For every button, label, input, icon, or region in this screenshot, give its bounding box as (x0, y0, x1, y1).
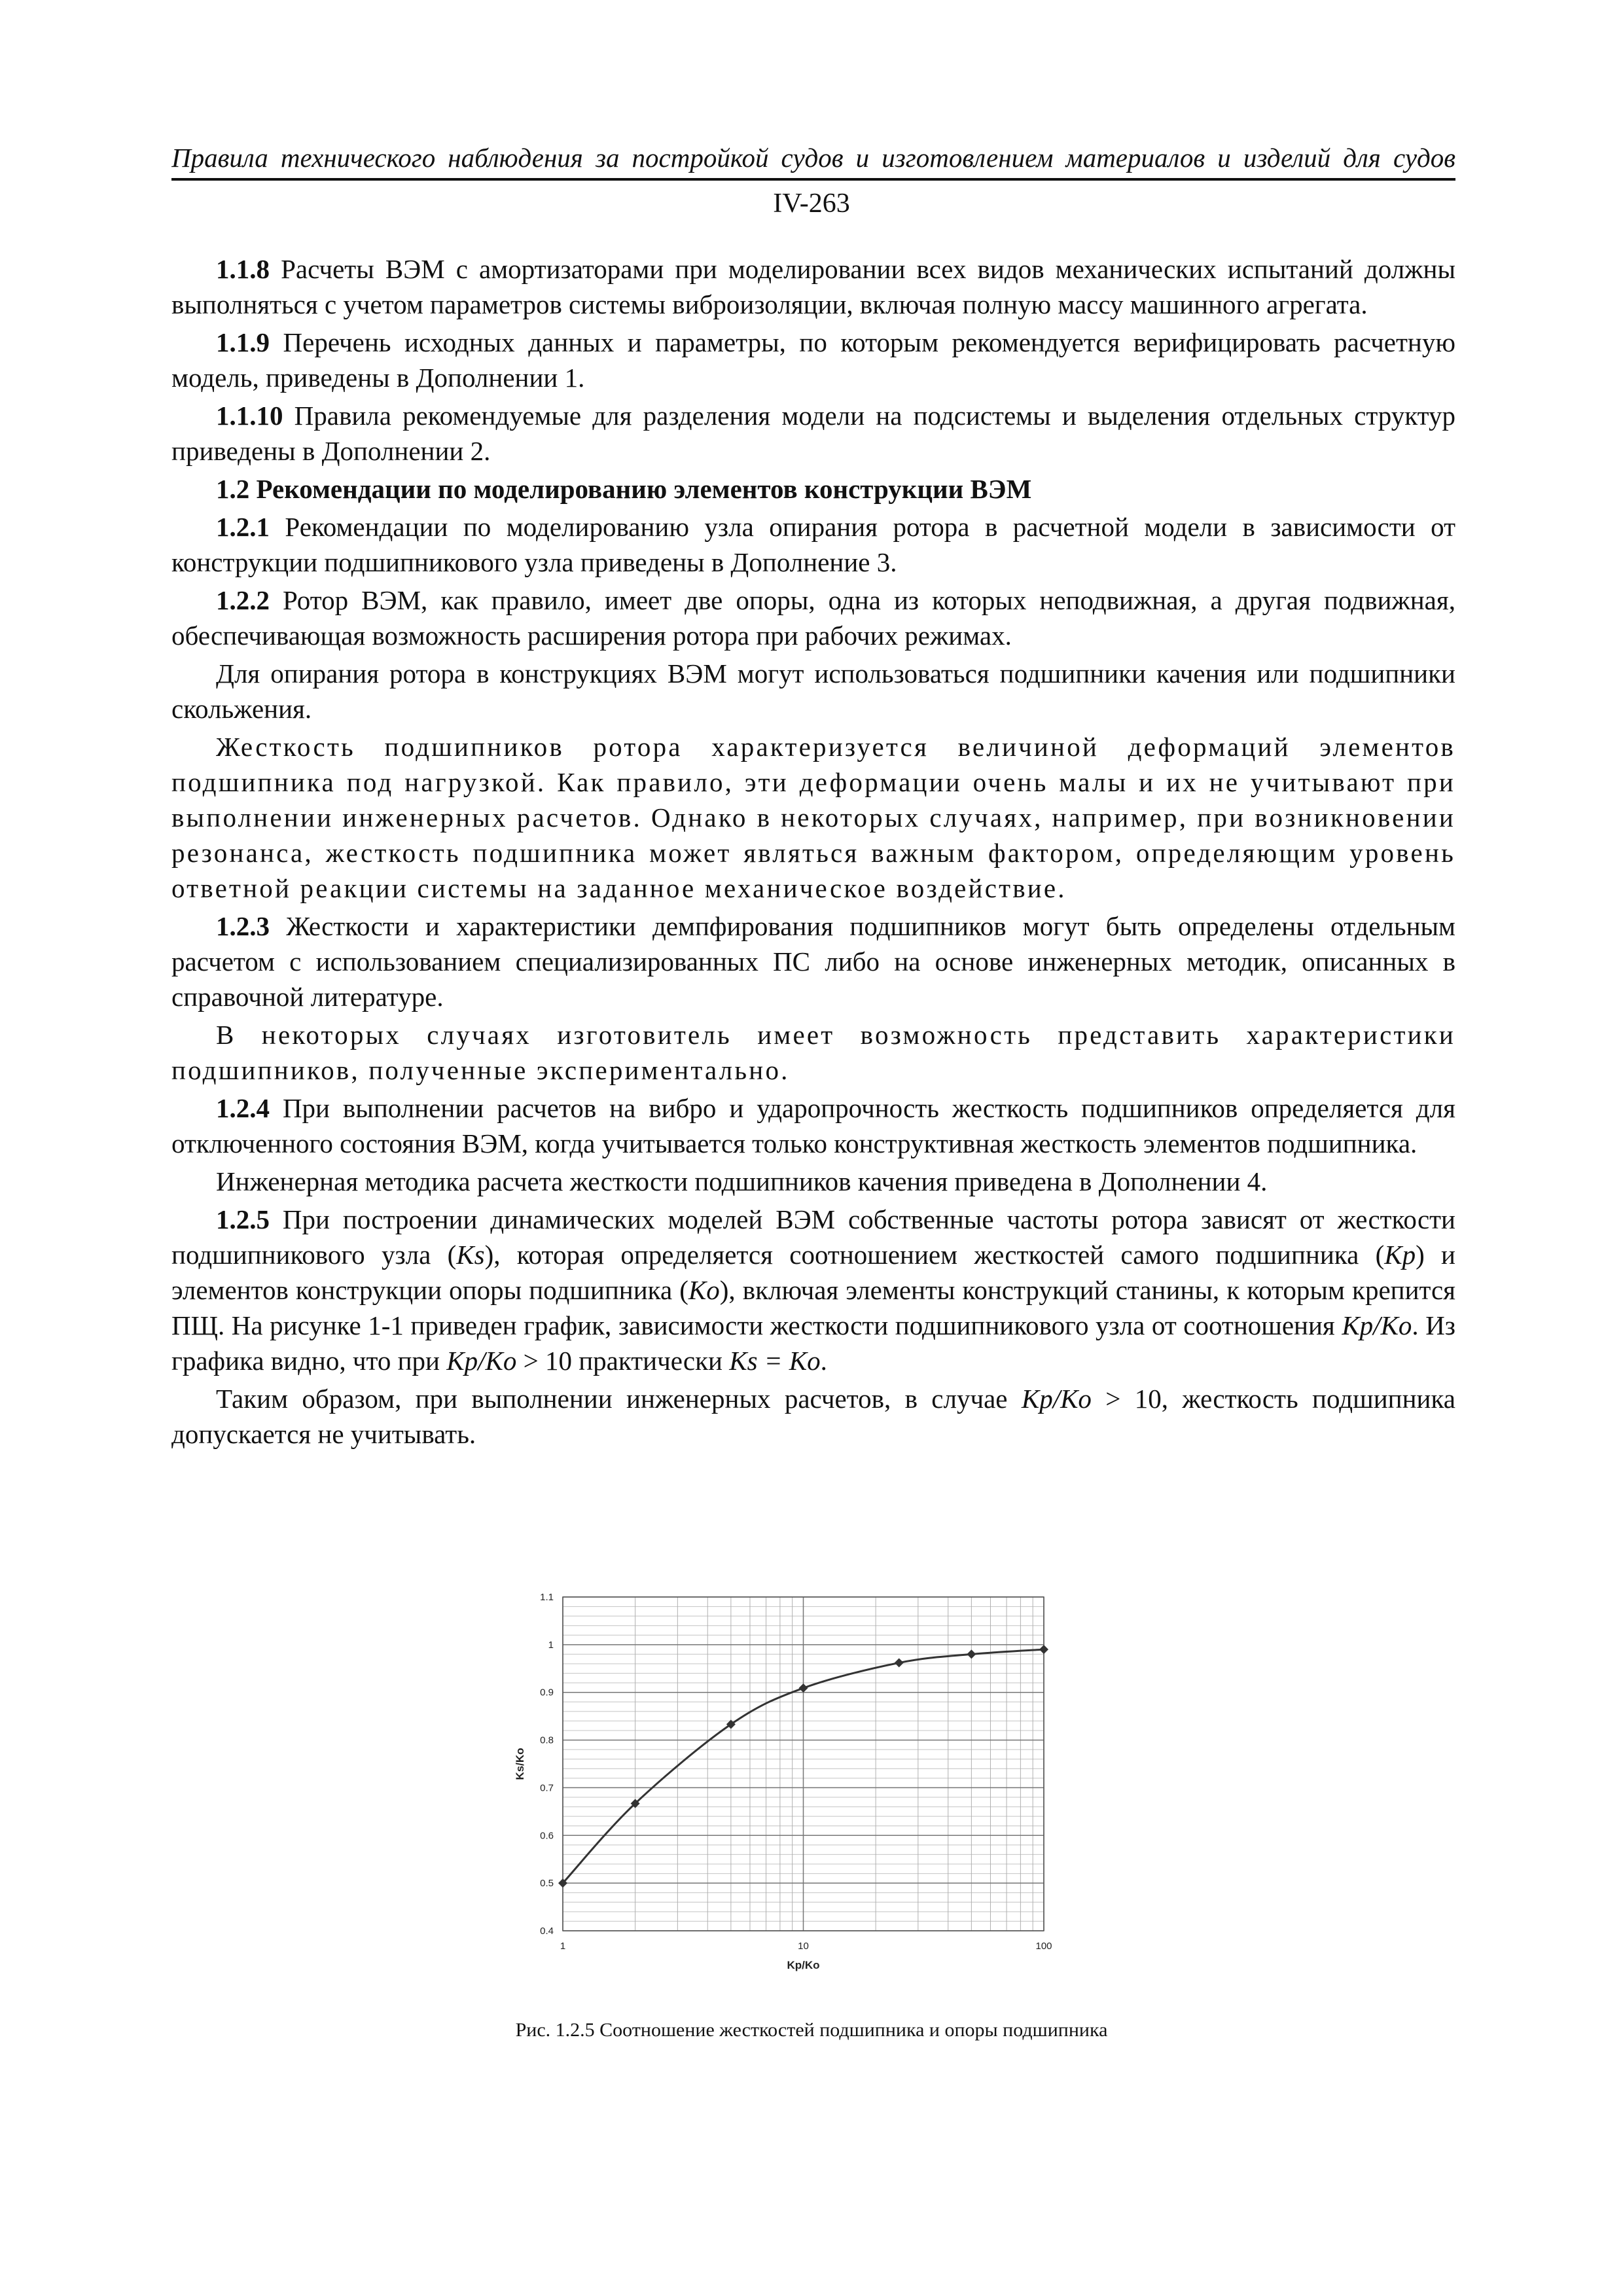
stiffness-ratio-chart (497, 1571, 1086, 1983)
data-point-marker (895, 1659, 904, 1668)
y-tick-label: 0.4 (540, 1926, 554, 1937)
symbol-equation: Ks = Ko (729, 1346, 821, 1376)
clause-number: 1.1.9 (216, 327, 270, 357)
y-tick-label: 0.7 (540, 1782, 554, 1794)
figure-caption: Рис. 1.2.5 Соотношение жесткостей подшипника и опоры подшипника (515, 2019, 1108, 2041)
paragraph-conclusion (171, 1381, 1455, 1452)
paragraph-1-1-10 (171, 398, 1455, 469)
paragraph-bearing-types: Для опирания ротора в конструкциях ВЭМ могут использоваться подшипники качения или подшипники скольжения. (171, 658, 1455, 724)
y-tick-label: 0.5 (540, 1878, 554, 1890)
chart-y-ticks (540, 1592, 554, 1937)
x-tick-label: 1 (560, 1941, 566, 1952)
data-point-marker (799, 1683, 808, 1693)
paragraph-text: При выполнении расчетов на вибро и ударопрочность жесткость подшипников определяется для отключенного состояния ВЭМ, когда учитывается только конструктивная жесткость элементов подшипника. (171, 1093, 1455, 1158)
paragraph-1-2-1 (171, 509, 1455, 580)
x-tick-label: 10 (798, 1941, 809, 1952)
paragraph-text: ) и элементов конструкции опоры подшипника ( (171, 1240, 1455, 1305)
paragraph-text: Рекомендации по моделированию узла опирания ротора в расчетной модели в зависимости от конструкции подшипникового узла приведены в Дополнение 3. (171, 512, 1455, 577)
figure-stiffness-chart (497, 1571, 1086, 1983)
paragraph-text: Жесткости и характеристики демпфирования подшипников могут быть определены отдельным расчетом с использованием специализированных ПС либо на основе инженерных методик, описанных в справочной литературе. (171, 911, 1455, 1012)
symbol-ratio: Kp/Ko (1342, 1310, 1412, 1340)
running-header: Правила технического наблюдения за постройкой судов и изготовлением материалов и изделий для судов (171, 143, 1455, 173)
y-tick-label: 0.8 (540, 1734, 554, 1746)
paragraph-1-1-8 (171, 251, 1455, 322)
paragraph-text: Перечень исходных данных и параметры, по которым рекомендуется верифицировать расчетную модель, приведены в Дополнении 1. (171, 327, 1455, 393)
page-number: IV-263 (773, 188, 850, 219)
clause-number: 1.2.2 (216, 585, 270, 615)
clause-number: 1.2.4 (216, 1093, 270, 1123)
paragraph-text: Ротор ВЭМ, как правило, имеет две опоры, одна из которых неподвижная, а другая подвижная, обеспечивающая возможность расширения ротора при рабочих режимах. (171, 585, 1455, 651)
paragraph-text: Расчеты ВЭМ с амортизаторами при моделировании всех видов механических испытаний должны выполняться с учетом параметров системы виброизоляции, включая полную массу машинного агрегата. (171, 254, 1455, 319)
body-text (171, 251, 1455, 1454)
y-tick-label: 0.6 (540, 1830, 554, 1842)
chart-x-axis-label: Kp/Ko (787, 1959, 820, 1971)
paragraph-experimental: В некоторых случаях изготовитель имеет возможность представить характеристики подшипников, полученные экспериментально. (171, 1020, 1455, 1085)
symbol-ko: Ko (688, 1275, 720, 1305)
data-point-marker (1039, 1645, 1048, 1654)
clause-number: 1.1.8 (216, 254, 270, 284)
paragraph-1-1-9 (171, 325, 1455, 395)
paragraph-1-2-2 (171, 583, 1455, 653)
paragraph-text: > 10 практически (516, 1346, 730, 1376)
paragraph-1-2-4 (171, 1090, 1455, 1161)
y-tick-label: 1 (548, 1639, 554, 1651)
data-point-marker (967, 1649, 976, 1659)
symbol-ratio: Kp/Ko (446, 1346, 517, 1376)
clause-number: 1.2.5 (216, 1204, 270, 1234)
paragraph-text: > 10, жесткость подшипника допускается не учитывать. (171, 1384, 1455, 1449)
paragraph-method: Инженерная методика расчета жесткости подшипников качения приведена в Дополнении 4. (216, 1166, 1268, 1196)
section-heading-1-2: 1.2 Рекомендации по моделированию элементов конструкции ВЭМ (216, 474, 1032, 504)
chart-x-ticks (560, 1941, 1052, 1952)
symbol-ratio: Kp/Ko (1021, 1384, 1092, 1414)
paragraph-bearing-stiffness: Жесткость подшипников ротора характеризуется величиной деформаций элементов подшипника под нагрузкой. Как правило, эти деформации очень малы и их не учитывают при выполнении инженерных расчетов. Однако в некоторых случаях, например, при возникновении резонанса, жесткость подшипника может являться важным фактором, определяющим уровень ответной реакции системы на заданное механическое воздействие. (171, 732, 1455, 903)
y-tick-label: 1.1 (540, 1592, 554, 1603)
paragraph-text: При построении динамических моделей ВЭМ собственные частоты ротора зависят от жесткости подшипникового узла ( (171, 1204, 1455, 1270)
symbol-kp: Kp (1384, 1240, 1416, 1270)
clause-number: 1.2.3 (216, 911, 270, 941)
x-tick-label: 100 (1035, 1941, 1052, 1952)
clause-number: 1.2.1 (216, 512, 270, 542)
header-rule (171, 178, 1455, 181)
y-tick-label: 0.9 (540, 1687, 554, 1698)
paragraph-text: Таким образом, при выполнении инженерных расчетов, в случае (216, 1384, 1022, 1414)
paragraph-text: . Из графика видно, что при (171, 1310, 1456, 1376)
clause-number: 1.1.10 (216, 401, 283, 431)
paragraph-1-2-3 (171, 908, 1455, 1014)
paragraph-text: Правила рекомендуемые для разделения модели на подсистемы и выделения отдельных структур приведены в Дополнении 2. (171, 401, 1455, 466)
symbol-ks: Ks (456, 1240, 485, 1270)
chart-y-axis-label: Ks/Ko (514, 1748, 526, 1780)
paragraph-1-2-5 (171, 1202, 1455, 1378)
paragraph-text: ), включая элементы конструкций станины, к которым крепится ПЩ. На рисунке 1-1 приведен график, зависимости жесткости подшипникового узла от соотношения (171, 1275, 1455, 1340)
paragraph-text: ), которая определяется соотношением жесткостей самого подшипника ( (484, 1240, 1385, 1270)
paragraph-text: . (820, 1346, 827, 1376)
